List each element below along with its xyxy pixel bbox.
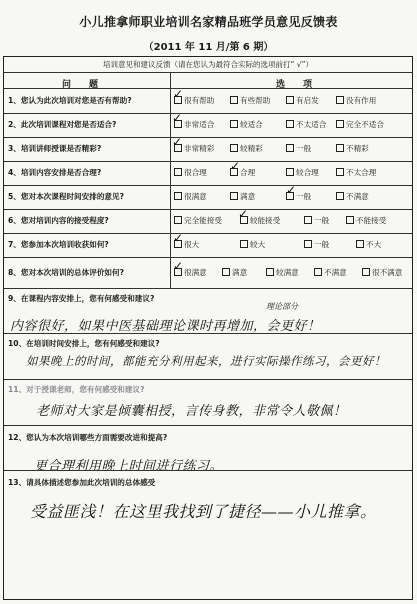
option-checkbox[interactable]: 很满意 [174, 267, 207, 278]
instruction-text: 培训意见和建议反馈（请在您认为最符合实际的选项前打“ √”） [103, 60, 313, 69]
option-checkbox[interactable]: 不太合理 [336, 167, 376, 178]
answer-13: 受益匪浅！在这里我找到了捷径——小儿推拿。 [30, 502, 377, 521]
check-mark-icon: ✓ [172, 135, 183, 149]
option-checkbox[interactable]: 有启发 [286, 95, 319, 106]
feedback-table [3, 56, 413, 600]
option-checkbox[interactable]: 合理 [230, 167, 255, 178]
header-options: 选 项 [276, 80, 313, 90]
option-checkbox[interactable]: 完全能接受 [174, 215, 222, 226]
form-subtitle: （2011 年 11 月/第 6 期） [143, 42, 274, 53]
option-checkbox[interactable]: 完全不适合 [336, 119, 384, 130]
option-checkbox[interactable]: 一般 [304, 215, 329, 226]
form-title: 小儿推拿师职业培训名家精品班学员意见反馈表 [79, 15, 338, 29]
option-checkbox[interactable]: 较大 [240, 239, 265, 250]
option-checkbox[interactable]: 很不满意 [362, 267, 402, 278]
answer-9: 内容很好，如果中医基础理论课时再增加，会更好！ [10, 319, 321, 334]
option-checkbox[interactable]: 很合理 [174, 167, 207, 178]
option-checkbox[interactable]: 满意 [230, 191, 255, 202]
option-checkbox[interactable]: 有些帮助 [230, 95, 270, 106]
option-checkbox[interactable]: 不大 [356, 239, 381, 250]
option-checkbox[interactable]: 较适合 [230, 119, 263, 130]
option-checkbox[interactable]: 很大 [174, 239, 199, 250]
option-checkbox[interactable]: 一般 [304, 239, 329, 250]
header-question: 问 题 [62, 80, 99, 90]
option-checkbox[interactable]: 很满意 [174, 191, 207, 202]
option-checkbox[interactable]: 不满意 [314, 267, 347, 278]
option-checkbox[interactable]: 较合理 [286, 167, 319, 178]
option-checkbox[interactable]: 一般 [286, 143, 311, 154]
check-mark-icon: ✓ [173, 259, 184, 273]
option-checkbox[interactable]: 较满意 [266, 267, 299, 278]
check-mark-icon: ✓ [230, 159, 241, 173]
question-5: 5、您对本次课程时间安排的意见? [8, 192, 124, 201]
question-8: 8、您对本次培训的总体评价如何? [8, 268, 124, 277]
option-checkbox[interactable]: 不满意 [336, 191, 369, 202]
check-mark-icon: ✓ [238, 207, 249, 221]
question-1: 1、您认为此次培训对您是否有帮助? [8, 96, 132, 105]
question-7: 7、您参加本次培训收获如何? [8, 240, 109, 249]
answer-11: 老师对大家是倾囊相授，言传身教，非常令人敬佩！ [36, 404, 347, 419]
open-question-12: 12、您认为本次培训哪些方面需要改进和提高? [8, 433, 168, 442]
question-6: 6、您对培训内容的接受程度? [8, 216, 109, 225]
option-checkbox[interactable]: 没有作用 [336, 95, 376, 106]
answer-9-note: 理论部分 [266, 302, 298, 311]
check-mark-icon: ✓ [286, 183, 297, 197]
open-question-9: 9、在课程内容安排上，您有何感受和建议? [8, 294, 155, 303]
open-question-13: 13、请具体描述您参加此次培训的总体感受 [8, 478, 156, 487]
option-checkbox[interactable]: 不能接受 [346, 215, 386, 226]
option-checkbox[interactable]: 非常精彩 [174, 143, 214, 154]
option-checkbox[interactable]: 较精彩 [230, 143, 263, 154]
question-3: 3、培训讲师授课是否精彩? [8, 144, 102, 153]
option-checkbox[interactable]: 非常适合 [174, 119, 214, 130]
check-mark-icon: ✓ [173, 87, 184, 101]
question-4: 4、培训内容安排是否合理? [8, 168, 102, 177]
option-checkbox[interactable]: 不精彩 [336, 143, 369, 154]
open-question-11: 11、对于授课老师，您有何感受和建议? [8, 385, 145, 394]
option-checkbox[interactable]: 满意 [222, 267, 247, 278]
answer-10: 如果晚上的时间，都能充分利用起来，进行实际操作练习，会更好！ [26, 354, 386, 368]
answer-12: 更合理利用晚上时间进行练习。 [34, 459, 224, 474]
option-checkbox[interactable]: 不太适合 [286, 119, 326, 130]
open-question-10: 10、在培训时间安排上，您有何感受和建议? [8, 339, 160, 348]
check-mark-icon: ✓ [173, 231, 184, 245]
option-checkbox[interactable]: 很有帮助 [174, 95, 214, 106]
option-checkbox[interactable]: 较能接受 [240, 215, 280, 226]
option-checkbox[interactable]: 一般 [286, 191, 311, 202]
check-mark-icon: ✓ [172, 111, 183, 125]
question-2: 2、此次培训课程对您是否适合? [8, 120, 117, 129]
